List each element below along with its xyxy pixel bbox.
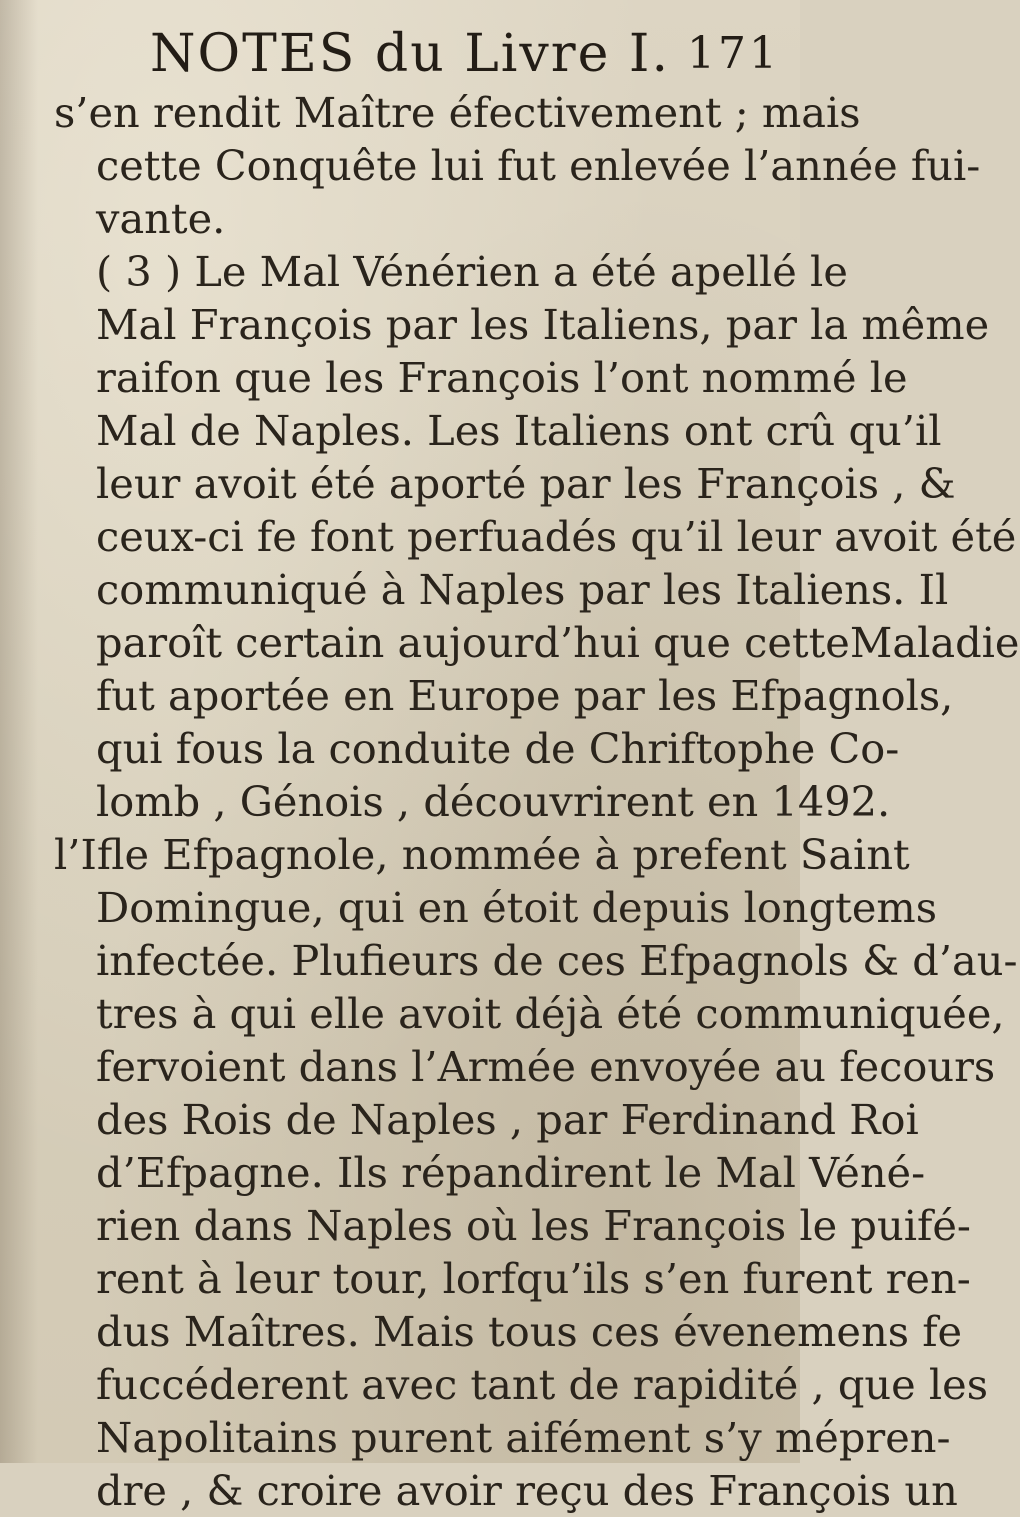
- text-line: des Rois de Naples , par Ferdinand Roi: [96, 1095, 919, 1144]
- text-line: fut aportée en Europe par les Efpagnols,: [96, 671, 954, 720]
- text-line: communiqué à Naples par les Italiens. Il: [96, 565, 949, 614]
- text-line: d’Efpagne. Ils répandirent le Mal Véné-: [96, 1148, 926, 1197]
- text-line: s’en rendit Maître éfectivement ; mais: [54, 88, 861, 137]
- text-line: fervoient dans l’Armée envoyée au fecours: [96, 1042, 996, 1091]
- text-line: Napolitains purent aifément s’y mépren-: [96, 1413, 951, 1462]
- text-line: qui fous la conduite de Chriftophe Co-: [96, 724, 900, 773]
- text-line: ceux-ci fe font perfuadés qu’il leur avoit été: [96, 512, 1017, 561]
- text-line: fuccéderent avec tant de rapidité , que les: [96, 1360, 989, 1409]
- text-line: rent à leur tour, lorfqu’ils s’en furent ren-: [96, 1254, 971, 1303]
- text-line: Mal de Naples. Les Italiens ont crû qu’il: [96, 406, 942, 455]
- text-line: Mal François par les Italiens, par la même: [96, 300, 990, 349]
- text-line: cette Conquête lui fut enlevée l’année fui-: [96, 141, 981, 190]
- text-line: vante.: [96, 194, 226, 243]
- page-gutter-shadow: [0, 0, 38, 1463]
- text-line: ( 3 ) Le Mal Vénérien a été apellé le: [96, 247, 848, 296]
- running-head: NOTES du Livre I.: [150, 24, 671, 84]
- page-header: [0, 22, 800, 86]
- text-line: lomb , Génois , découvrirent en 1492.: [96, 777, 891, 826]
- text-line: tres à qui elle avoit déjà été communiquée,: [96, 989, 1005, 1038]
- text-line: infectée. Plufieurs de ces Efpagnols & d’au-: [96, 936, 1018, 985]
- text-line: dus Maîtres. Mais tous ces évenemens fe: [96, 1307, 963, 1356]
- text-line: paroît certain aujourd’hui que cetteMaladie: [96, 618, 1020, 667]
- text-line: leur avoit été aporté par les François , &: [96, 459, 956, 508]
- text-line: raifon que les François l’ont nommé le: [96, 353, 908, 402]
- text-line: rien dans Naples où les François le puifé-: [96, 1201, 971, 1250]
- page-number: 171: [687, 28, 780, 79]
- text-line: dre , & croire avoir reçu des François un: [96, 1466, 958, 1515]
- note-text: [46, 86, 1020, 1517]
- text-line: l’Ifle Efpagnole, nommée à prefent Saint: [54, 830, 910, 879]
- text-line: Domingue, qui en étoit depuis longtems: [96, 883, 938, 932]
